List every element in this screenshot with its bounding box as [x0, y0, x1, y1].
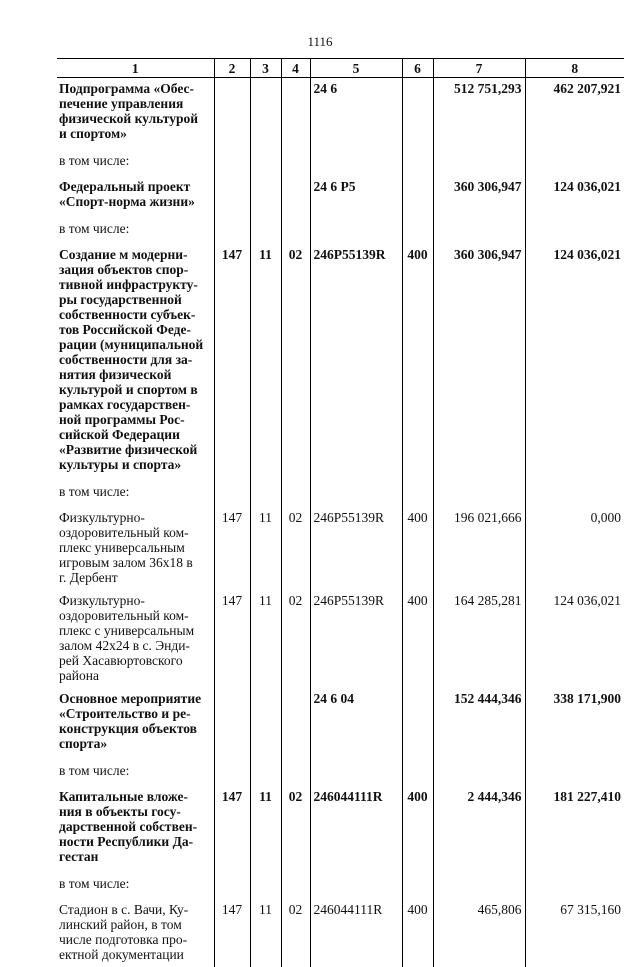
row-code	[310, 214, 402, 244]
header-col-4: 4	[281, 59, 310, 78]
row-col-2: 147	[214, 786, 250, 869]
table-row	[57, 786, 624, 869]
row-amount-7	[433, 869, 525, 899]
row-code	[310, 869, 402, 899]
row-name: Основное мероприятие «Строительство и ре- конструкция объектов спорта»	[57, 688, 214, 756]
row-amount-8: 0,000	[525, 507, 624, 590]
row-code: 24 6 P5	[310, 176, 402, 214]
row-col-3	[250, 688, 281, 756]
subheading-row	[57, 477, 624, 507]
row-col-4	[281, 477, 310, 507]
row-col-6: 400	[402, 786, 433, 869]
row-amount-7: 465,806	[433, 899, 525, 967]
row-col-3	[250, 214, 281, 244]
row-amount-7: 196 021,666	[433, 507, 525, 590]
row-name: в том числе:	[57, 214, 214, 244]
row-name: Федеральный проект «Спорт-норма жизни»	[57, 176, 214, 214]
row-amount-8: 67 315,160	[525, 899, 624, 967]
row-amount-8	[525, 756, 624, 786]
row-col-6	[402, 688, 433, 756]
row-name: Подпрограмма «Обес- печение управления физической культурой и спортом»	[57, 78, 214, 147]
header-col-2: 2	[214, 59, 250, 78]
row-name: Физкультурно- оздоровительный ком- плекс универсальным игровым залом 36х18 в г. Дербент	[57, 507, 214, 590]
row-code: 246P55139R	[310, 590, 402, 688]
header-col-6: 6	[402, 59, 433, 78]
row-col-3	[250, 78, 281, 147]
row-col-2	[214, 688, 250, 756]
row-col-3: 11	[250, 244, 281, 477]
row-col-6: 400	[402, 507, 433, 590]
table-row	[57, 688, 624, 756]
row-col-4	[281, 146, 310, 176]
row-code	[310, 477, 402, 507]
table-row	[57, 244, 624, 477]
row-col-4: 02	[281, 244, 310, 477]
row-code	[310, 756, 402, 786]
row-name: Капитальные вложе- ния в объекты госу- дарственной собствен- ности Республики Да- гестан	[57, 786, 214, 869]
row-amount-7	[433, 756, 525, 786]
row-name: Создание м модерни- зация объектов спор- тивной инфраструкту- ры государственной собственности субъек- тов Российской Феде- рации (муниципальной собственности для за- нятия физической культурой и спортом в рамках государствен- ной программы Рос- сийской Федерации «Развитие физической культуры и спорта»	[57, 244, 214, 477]
row-col-4	[281, 78, 310, 147]
row-code: 246P55139R	[310, 244, 402, 477]
row-amount-7	[433, 477, 525, 507]
row-amount-7: 2 444,346	[433, 786, 525, 869]
row-col-3: 11	[250, 507, 281, 590]
row-name: в том числе:	[57, 146, 214, 176]
subheading-row	[57, 214, 624, 244]
row-col-3: 11	[250, 786, 281, 869]
row-amount-7: 512 751,293	[433, 78, 525, 147]
row-amount-8: 338 171,900	[525, 688, 624, 756]
row-amount-8: 124 036,021	[525, 176, 624, 214]
row-code: 24 6 04	[310, 688, 402, 756]
table-row	[57, 176, 624, 214]
row-code: 246044111R	[310, 786, 402, 869]
header-col-8: 8	[525, 59, 624, 78]
row-col-6	[402, 146, 433, 176]
row-amount-8: 124 036,021	[525, 590, 624, 688]
row-code: 246044111R	[310, 899, 402, 967]
page-number: 1116	[0, 34, 640, 50]
row-col-2	[214, 146, 250, 176]
row-col-2	[214, 214, 250, 244]
row-col-2	[214, 78, 250, 147]
table-row	[57, 78, 624, 147]
row-col-4	[281, 214, 310, 244]
table-body	[57, 78, 624, 967]
row-col-3: 11	[250, 590, 281, 688]
row-col-6: 400	[402, 899, 433, 967]
row-amount-8	[525, 146, 624, 176]
row-amount-7: 360 306,947	[433, 244, 525, 477]
row-col-6	[402, 869, 433, 899]
row-col-6	[402, 214, 433, 244]
row-col-2	[214, 477, 250, 507]
budget-table	[57, 58, 624, 967]
row-col-4: 02	[281, 786, 310, 869]
row-amount-8	[525, 214, 624, 244]
subheading-row	[57, 869, 624, 899]
row-col-2: 147	[214, 899, 250, 967]
row-col-3: 11	[250, 899, 281, 967]
row-col-3	[250, 176, 281, 214]
row-col-3	[250, 146, 281, 176]
row-amount-7: 360 306,947	[433, 176, 525, 214]
row-col-4	[281, 176, 310, 214]
row-col-2: 147	[214, 507, 250, 590]
row-amount-8	[525, 477, 624, 507]
row-col-4	[281, 688, 310, 756]
row-col-3	[250, 869, 281, 899]
header-col-3: 3	[250, 59, 281, 78]
row-code: 24 6	[310, 78, 402, 147]
row-amount-7: 152 444,346	[433, 688, 525, 756]
row-col-2	[214, 756, 250, 786]
row-col-2: 147	[214, 244, 250, 477]
row-col-6	[402, 477, 433, 507]
table-row	[57, 507, 624, 590]
row-col-2: 147	[214, 590, 250, 688]
row-col-6	[402, 176, 433, 214]
row-name: в том числе:	[57, 756, 214, 786]
row-col-6: 400	[402, 244, 433, 477]
subheading-row	[57, 146, 624, 176]
row-col-3	[250, 756, 281, 786]
row-name: в том числе:	[57, 869, 214, 899]
row-amount-8	[525, 869, 624, 899]
header-row	[57, 59, 624, 78]
row-name: в том числе:	[57, 477, 214, 507]
row-col-6	[402, 78, 433, 147]
row-amount-7	[433, 146, 525, 176]
table-row	[57, 899, 624, 967]
row-name: Физкультурно- оздоровительный ком- плекс с универсальным залом 42х24 в с. Энди- рей Хасавюртовского района	[57, 590, 214, 688]
row-code: 246P55139R	[310, 507, 402, 590]
row-col-2	[214, 869, 250, 899]
row-col-2	[214, 176, 250, 214]
header-col-1: 1	[57, 59, 214, 78]
row-col-3	[250, 477, 281, 507]
row-col-6: 400	[402, 590, 433, 688]
row-col-4: 02	[281, 507, 310, 590]
row-amount-8: 181 227,410	[525, 786, 624, 869]
row-col-6	[402, 756, 433, 786]
row-col-4: 02	[281, 899, 310, 967]
row-col-4	[281, 869, 310, 899]
row-amount-8: 124 036,021	[525, 244, 624, 477]
subheading-row	[57, 756, 624, 786]
row-name: Стадион в с. Вачи, Ку- линский район, в том числе подготовка про- ектной документации	[57, 899, 214, 967]
header-col-5: 5	[310, 59, 402, 78]
row-amount-7	[433, 214, 525, 244]
table-row	[57, 590, 624, 688]
row-col-4	[281, 756, 310, 786]
row-code	[310, 146, 402, 176]
row-amount-8: 462 207,921	[525, 78, 624, 147]
row-amount-7: 164 285,281	[433, 590, 525, 688]
row-col-4: 02	[281, 590, 310, 688]
header-col-7: 7	[433, 59, 525, 78]
